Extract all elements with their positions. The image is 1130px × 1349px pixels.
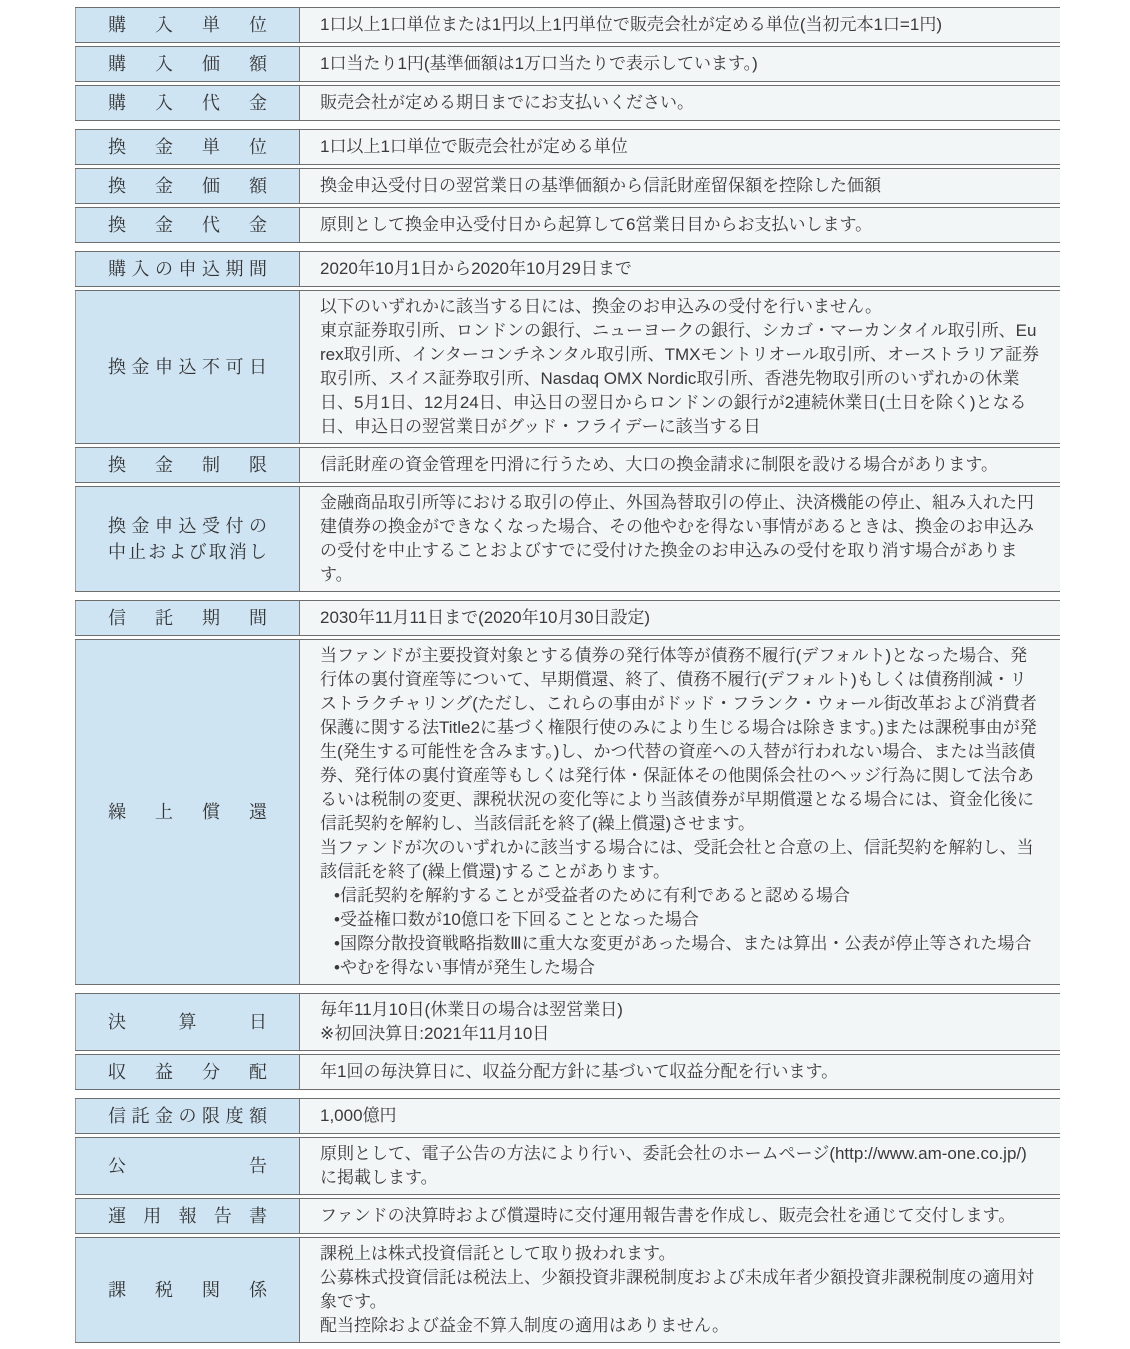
fund-summary-table xyxy=(75,7,1060,1343)
table-row xyxy=(75,85,1060,121)
row-label-line: 繰 上 償 還 xyxy=(108,802,267,822)
content-paragraph: ファンドの決算時および償還時に交付運用報告書を作成し、販売会社を通じて交付します。 xyxy=(320,1206,1016,1225)
bullet-item: •国際分散投資戦略指数Ⅲに重大な変更があった場合、または算出・公表が停止等された場合 xyxy=(334,934,1032,953)
content-paragraph: 東京証券取引所、ロンドンの銀行、ニューヨークの銀行、シカゴ・マーカンタイル取引所、Eurex取引所、インターコンチネンタル取引所、TMXモントリオール取引所、オーストラリア証券取引所、スイス証券取引所、Nasdaq OMX Nordic取引所、香港先物取引所のいずれかの休業日、5月1日、12月24日、申込日の翌日からロンドンの銀行が2連続休業日(土日を除く)となる日、申込日の翌営業日がグッド・フライデーに該当する日 xyxy=(320,321,1040,436)
row-label xyxy=(75,1238,300,1342)
row-label xyxy=(75,291,300,443)
table-row xyxy=(75,993,1060,1051)
row-label xyxy=(75,448,300,482)
row-label-line: 中 止 お よ び 取 消 し xyxy=(108,542,267,562)
table-row xyxy=(75,1137,1060,1195)
content-paragraph: 1口当たり1円(基準価額は1万口当たりで表示しています。) xyxy=(320,54,758,73)
row-label-line: 信 託 金 の 限 度 額 xyxy=(108,1106,267,1126)
row-label xyxy=(75,994,300,1050)
row-content xyxy=(300,130,1060,164)
row-label-line: 換 金 単 位 xyxy=(108,137,267,157)
table-row xyxy=(75,1198,1060,1234)
content-paragraph: 当ファンドが次のいずれかに該当する場合には、受託会社と合意の上、信託契約を解約し、当該信託を終了(繰上償還)することがあります。 xyxy=(320,838,1034,881)
row-label-line: 公 告 xyxy=(108,1156,267,1176)
table-row xyxy=(75,46,1060,82)
table-row xyxy=(75,1098,1060,1134)
row-label-line: 購 入 代 金 xyxy=(108,93,267,113)
row-content xyxy=(300,1055,1060,1089)
row-label xyxy=(75,487,300,591)
content-paragraph: 販売会社が定める期日までにお支払いください。 xyxy=(320,93,694,112)
row-label-line: 換 金 申 込 不 可 日 xyxy=(108,357,267,377)
row-label xyxy=(75,1055,300,1089)
bullet-item: •やむを得ない事情が発生した場合 xyxy=(334,958,595,977)
table-row xyxy=(75,447,1060,483)
table-row xyxy=(75,168,1060,204)
row-content xyxy=(300,640,1060,984)
row-label-line: 購 入 単 位 xyxy=(108,15,267,35)
row-label-line: 課 税 関 係 xyxy=(108,1280,267,1300)
row-label-line: 購 入 価 額 xyxy=(108,54,267,74)
table-row xyxy=(75,1054,1060,1090)
bullet-item: •信託契約を解約することが受益者のために有利であると認める場合 xyxy=(334,886,850,905)
row-label xyxy=(75,47,300,81)
row-group xyxy=(75,7,1060,121)
row-content xyxy=(300,47,1060,81)
content-paragraph: ※初回決算日:2021年11月10日 xyxy=(320,1024,550,1043)
row-content xyxy=(300,8,1060,42)
row-group xyxy=(75,993,1060,1090)
row-content xyxy=(300,1238,1060,1342)
content-paragraph: 当ファンドが主要投資対象とする債券の発行体等が債務不履行(デフォルト)となった場合、発行体の裏付資産等について、早期償還、終了、債務不履行(デフォルト)もしくは債務削減・リストラクチャリング(ただし、これらの事由がドッド・フランク・ウォール街改革および消費者保護に関する法Title2に基づく権限行使のみにより生じる場合は除きます。)または課税事由が発生(発生する可能性を含みます。)し、かつ代替の資産への入替が行われない場合、または当該債券、発行体の裏付資産等もしくは発行体・保証体その他関係会社のヘッジ行為に関して法令あるいは税制の変更、課税状況の変化等により当該債券が早期償還となる場合には、資金化後に信託契約を解約し、当該信託を終了(繰上償還)させます。 xyxy=(320,646,1037,833)
content-paragraph: 原則として、電子公告の方法により行い、委託会社のホームページ(http://www.am-one.co.jp/)に掲載します。 xyxy=(320,1144,1027,1187)
row-content xyxy=(300,169,1060,203)
table-row xyxy=(75,129,1060,165)
row-label-line: 収 益 分 配 xyxy=(108,1062,267,1082)
row-group xyxy=(75,1098,1060,1343)
row-group xyxy=(75,129,1060,243)
content-paragraph: 金融商品取引所等における取引の停止、外国為替取引の停止、決済機能の停止、組み入れた円建債券の換金ができなくなった場合、その他やむを得ない事情があるときは、換金のお申込みの受付を中止することおよびすでに受付けた換金のお申込みの受付を取り消す場合があります。 xyxy=(320,493,1034,584)
content-paragraph: 2030年11月11日まで(2020年10月30日設定) xyxy=(320,608,651,627)
content-paragraph: 配当控除および益金不算入制度の適用はありません。 xyxy=(320,1316,730,1335)
content-paragraph: 換金申込受付日の翌営業日の基準価額から信託財産留保額を控除した価額 xyxy=(320,176,881,195)
row-content xyxy=(300,291,1060,443)
table-row xyxy=(75,251,1060,287)
row-label-line: 換 金 申 込 受 付 の xyxy=(108,516,267,536)
row-label xyxy=(75,169,300,203)
row-content xyxy=(300,1099,1060,1133)
row-label xyxy=(75,86,300,120)
content-paragraph: 公募株式投資信託は税法上、少額投資非課税制度および未成年者少額投資非課税制度の適用対象です。 xyxy=(320,1268,1034,1311)
row-content xyxy=(300,994,1060,1050)
content-paragraph: 原則として換金申込受付日から起算して6営業日目からお支払いします。 xyxy=(320,215,873,234)
content-paragraph: 1口以上1口単位で販売会社が定める単位 xyxy=(320,137,628,156)
row-content xyxy=(300,1138,1060,1194)
row-label xyxy=(75,252,300,286)
row-content xyxy=(300,86,1060,120)
row-group xyxy=(75,600,1060,985)
row-content xyxy=(300,1199,1060,1233)
row-label-line: 換 金 代 金 xyxy=(108,215,267,235)
row-label xyxy=(75,640,300,984)
row-label xyxy=(75,130,300,164)
row-label xyxy=(75,208,300,242)
row-content xyxy=(300,487,1060,591)
row-label xyxy=(75,601,300,635)
row-content xyxy=(300,252,1060,286)
table-row xyxy=(75,290,1060,444)
row-label xyxy=(75,8,300,42)
row-content xyxy=(300,448,1060,482)
content-paragraph: 毎年11月10日(休業日の場合は翌営業日) xyxy=(320,1000,623,1019)
content-paragraph: 信託財産の資金管理を円滑に行うため、大口の換金請求に制限を設ける場合があります。 xyxy=(320,455,998,474)
row-label-line: 換 金 制 限 xyxy=(108,455,267,475)
row-label xyxy=(75,1199,300,1233)
row-label-line: 換 金 価 額 xyxy=(108,176,267,196)
row-content xyxy=(300,601,1060,635)
bullet-item: •受益権口数が10億口を下回ることとなった場合 xyxy=(334,910,699,929)
row-label xyxy=(75,1138,300,1194)
content-paragraph: 課税上は株式投資信託として取り扱われます。 xyxy=(320,1244,676,1263)
row-label xyxy=(75,1099,300,1133)
content-paragraph: 以下のいずれかに該当する日には、換金のお申込みの受付を行いません。 xyxy=(320,297,883,316)
table-row xyxy=(75,1237,1060,1343)
content-paragraph: 年1回の毎決算日に、収益分配方針に基づいて収益分配を行います。 xyxy=(320,1062,839,1081)
table-row xyxy=(75,600,1060,636)
content-paragraph: 1口以上1口単位または1円以上1円単位で販売会社が定める単位(当初元本1口=1円) xyxy=(320,15,942,34)
table-row xyxy=(75,207,1060,243)
content-paragraph: 2020年10月1日から2020年10月29日まで xyxy=(320,259,632,278)
row-label-line: 購 入 の 申 込 期 間 xyxy=(108,259,267,279)
row-label-line: 決 算 日 xyxy=(108,1012,267,1032)
table-row xyxy=(75,639,1060,985)
row-label-line: 運 用 報 告 書 xyxy=(108,1206,267,1226)
row-content xyxy=(300,208,1060,242)
row-group xyxy=(75,251,1060,592)
content-paragraph: 1,000億円 xyxy=(320,1106,397,1125)
table-row xyxy=(75,486,1060,592)
table-row xyxy=(75,7,1060,43)
row-label-line: 信 託 期 間 xyxy=(108,608,267,628)
